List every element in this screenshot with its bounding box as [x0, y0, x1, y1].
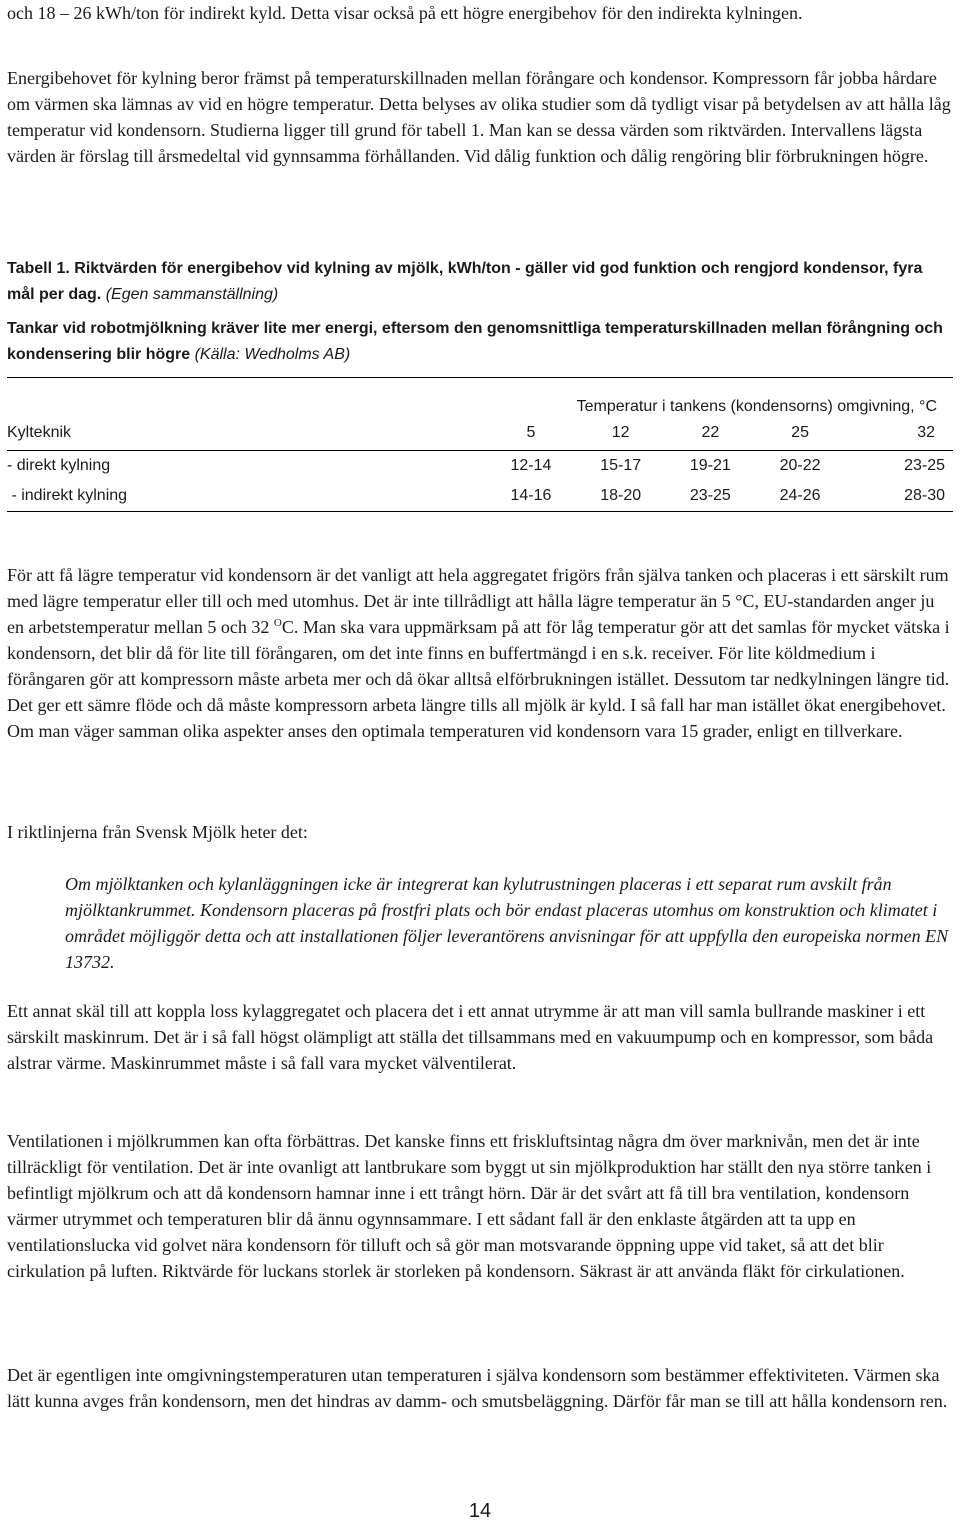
table-cell: 12-14	[510, 457, 552, 474]
table-cell: 23-25	[666, 481, 756, 512]
table-caption	[7, 256, 953, 308]
table-cell: 28-30	[845, 481, 953, 512]
table-cell: 23-25	[904, 457, 945, 474]
paragraph-condenser-part2: C. Man ska vara uppmärksam på att för låg temperatur gör att det samlas för mycket vätska i kondensorn, det blir då för lite till förångaren, om det inte finns en buffertmängd i en s.k. receiver. För lite köldmedium i förångaren gör att kompressorn måste arbeta mer och då ökar alltså elförbrukningen istället. Dessutom tar nedkylningen längre tid. Det ger ett sämre flöde och då måste kompressorn arbeta längre tills all mjölk är kyld. I så fall har man istället ökat energibehovet. Om man väger samman olika aspekter anses den optimala temperaturen vid kondensorn vara 15 grader, enligt en tillverkare.	[7, 617, 950, 741]
table-column-header: 25	[755, 416, 845, 451]
paragraph-energy-need: Energibehovet för kylning beror främst på temperaturskillnaden mellan förångare och kondensor. Kompressorn får jobba hårdare om värmen ska lämnas av vid en högre temperatur. Detta belyses av olika studier som då tydligt visar på betydelsen av att hålla låg temperatur vid kondensorn. Studierna ligger till grund för tabell 1. Man kan se dessa värden som riktvärden. Intervallens lägsta värden är förslag till årsmedeltal vid gynnsamma förhållanden. Vid dålig funktion och dålig rengöring blir förbrukningen högre.	[7, 68, 951, 166]
table-caption-title: Tabell 1. Riktvärden för energibehov vid kylning av mjölk, kWh/ton - gäller vid god funktion och rengjord kondensor, fyra mål per dag.	[7, 260, 923, 303]
paragraph-ventilation: Ventilationen i mjölkrummen kan ofta förbättras. Det kanske finns ett friskluftsintag några dm över marknivån, men det är inte tillräckligt för ventilation. Det är inte ovanligt att lantbrukare som byggt ut sin mjölkproduktion har ställt den nya större tanken i befintligt mjölkrum och att då kondensorn hamnar inne i ett trångt hörn. Där är det svårt att få till bra ventilation, kondensorn värmer utrymmet och temperaturen blir då ännu ogynnsammare. I ett sådant fall är den enklaste åtgärden att ta upp en ventilationslucka vid golvet nära kondensorn för tilluft och så gör man motsvarande öppning uppe vid taket, så att det blir cirkulation på luften. Riktvärde för luckans storlek är storleken på kondensorn. Säkrast är att använda fläkt för cirkulationen.	[7, 1131, 932, 1281]
degree-superscript: O	[273, 617, 282, 629]
table-cell: 20-22	[779, 457, 821, 474]
table-note-source: (Källa: Wedholms AB)	[190, 346, 351, 363]
table-caption-source: (Egen sammanställning)	[101, 286, 279, 303]
table-note	[7, 316, 953, 368]
guidelines-quote: Om mjölktanken och kylanläggningen icke är integrerat kan kylutrustningen placeras i ett separat rum avskilt från mjölktankrummet. Kondensorn placeras på frostfri plats och bör endast placeras utomhus om konstruktion och klimatet i området möjliggör detta och att installationen följer leverantörens anvisningar för att uppfylla den europeiska normen EN 13732.	[65, 874, 949, 972]
table-note-text: Tankar vid robotmjölkning kräver lite mer energi, eftersom den genomsnittliga temperaturskillnaden mellan förångning och kondensering blir högre	[7, 320, 943, 363]
table-column-header: 5	[486, 416, 576, 451]
table-cell: 15-17	[600, 457, 642, 474]
table-row	[7, 481, 953, 512]
table-row-header: Kylteknik	[7, 416, 486, 451]
table-cell: 19-21	[689, 457, 731, 474]
page-number: 14	[468, 1500, 492, 1522]
paragraph-top: och 18 – 26 kWh/ton för indirekt kyld. Detta visar också på ett högre energibehov för den indirekta kylningen.	[7, 3, 803, 23]
table-group-header: Temperatur i tankens (kondensorns) omgivning, °C	[486, 378, 953, 417]
paragraph-machine-room: Ett annat skäl till att koppla loss kylaggregatet och placera det i ett annat utrymme är att man vill samla bullrande maskiner i ett särskilt maskinrum. Det är i så fall högst olämpligt att ställa det tillsammans med en vakuumpump och en kompressor, som båda alstrar värme. Maskinrummet måste i så fall vara mycket välventilerat.	[7, 1001, 934, 1073]
paragraph-condenser-temperature	[7, 562, 953, 744]
paragraph-efficiency: Det är egentligen inte omgivningstemperaturen utan temperaturen i själva kondensorn som bestämmer effektiviteten. Värmen ska lätt kunna avges från kondensorn, men det hindras av damm- och smutsbeläggning. Därför får man se till att hålla kondensorn ren.	[7, 1365, 948, 1411]
table-row	[7, 451, 953, 482]
table-row-label: - indirekt kylning	[7, 481, 486, 512]
table-cell: 18-20	[576, 481, 666, 512]
table-cell: 14-16	[486, 481, 576, 512]
table-row-label: - direkt kylning	[7, 457, 111, 474]
energy-table	[7, 377, 953, 512]
table-column-header: 32	[845, 416, 953, 451]
table-column-header: 12	[576, 416, 666, 451]
paragraph-condenser-part1: För att få lägre temperatur vid kondensorn är det vanligt att hela aggregatet frigörs från själva tanken och placeras i ett särskilt rum med lägre temperatur eller till och med utomhus. Det är inte tillrådligt att hålla lägre temperatur än 5 °C, EU-standarden anger ju en arbetstemperatur mellan 5 och 32	[7, 565, 949, 637]
table-column-header: 22	[666, 416, 756, 451]
table-cell: 24-26	[755, 481, 845, 512]
paragraph-guidelines-intro: I riktlinjerna från Svensk Mjölk heter det:	[7, 822, 308, 842]
